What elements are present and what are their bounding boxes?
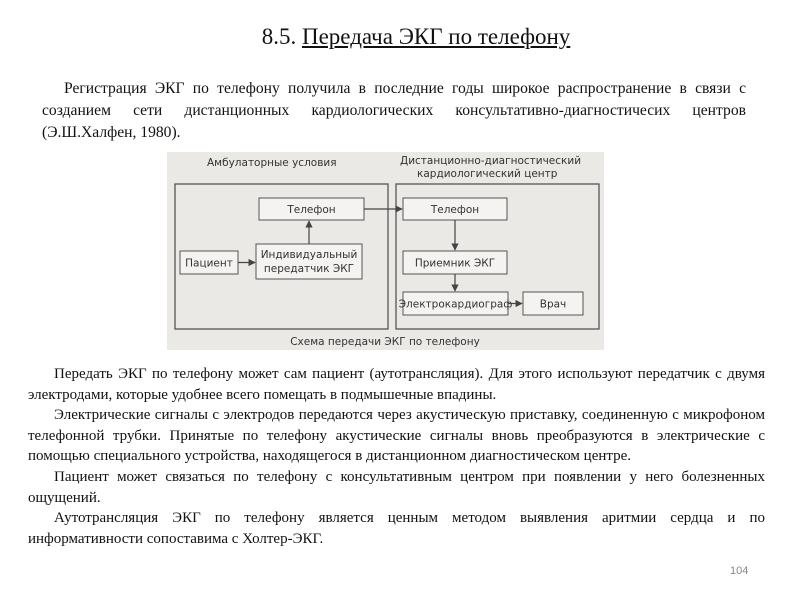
transmission-diagram: [167, 152, 604, 350]
slide-title: [0, 24, 800, 50]
left-group-label: Амбулаторные условия: [207, 157, 337, 169]
box-transmitter-label-line1: Индивидуальный: [260, 249, 358, 261]
page-number: 104: [730, 565, 749, 577]
box-receiver-label: Приемник ЭКГ: [414, 257, 496, 270]
paragraph-1: Передать ЭКГ по телефону может сам пациент (аутотрансляция). Для этого используют передатчик с двумя электродами, которые удобнее всего помещать в подмышечные впадины.: [28, 366, 765, 403]
paragraph-2: Электрические сигналы с электродов передаются через акустическую приставку, соединенную с микрофоном телефонной трубки. Принятые по телефону акустические сигналы вновь преобразуются в электрические с помощью специального устройства, находящегося в дистанционном диагностическом центре.: [28, 407, 765, 465]
box-transmitter-label-line2: передатчик ЭКГ: [263, 263, 355, 275]
title-text: Передача ЭКГ по телефону: [301, 24, 571, 49]
box-doctor-label: Врач: [539, 298, 567, 311]
intro-paragraph: Регистрация ЭКГ по телефону получила в последние годы широкое распространение в связи с созданием сети дистанционных кардиологических консультативно-диагностичесих центров (Э.Ш.Халфен, 1980).: [42, 80, 746, 141]
right-group-label-line1: Дистанционно-диагностический: [400, 155, 582, 167]
box-ecg-label: Электрокардиограф: [398, 298, 513, 311]
title-number: 8.5.: [261, 24, 297, 49]
paragraph-3: Пациент может связаться по телефону с консультативным центром при появлении у него болезненных ощущений.: [28, 468, 765, 506]
box-patient-label: Пациент: [185, 257, 233, 270]
paragraph-4: Аутотрансляция ЭКГ по телефону является ценным методом выявления аритмии сердца и по информативности сопоставима с Холтер-ЭКГ.: [28, 510, 765, 547]
right-group-label-line2: кардиологический центр: [417, 168, 558, 180]
diagram-svg: [167, 152, 604, 350]
body-text: [28, 364, 765, 549]
box-phone-left-label: Телефон: [287, 204, 336, 216]
diagram-caption: Схема передачи ЭКГ по телефону: [290, 336, 480, 348]
box-phone-right-label: Телефон: [430, 204, 480, 216]
